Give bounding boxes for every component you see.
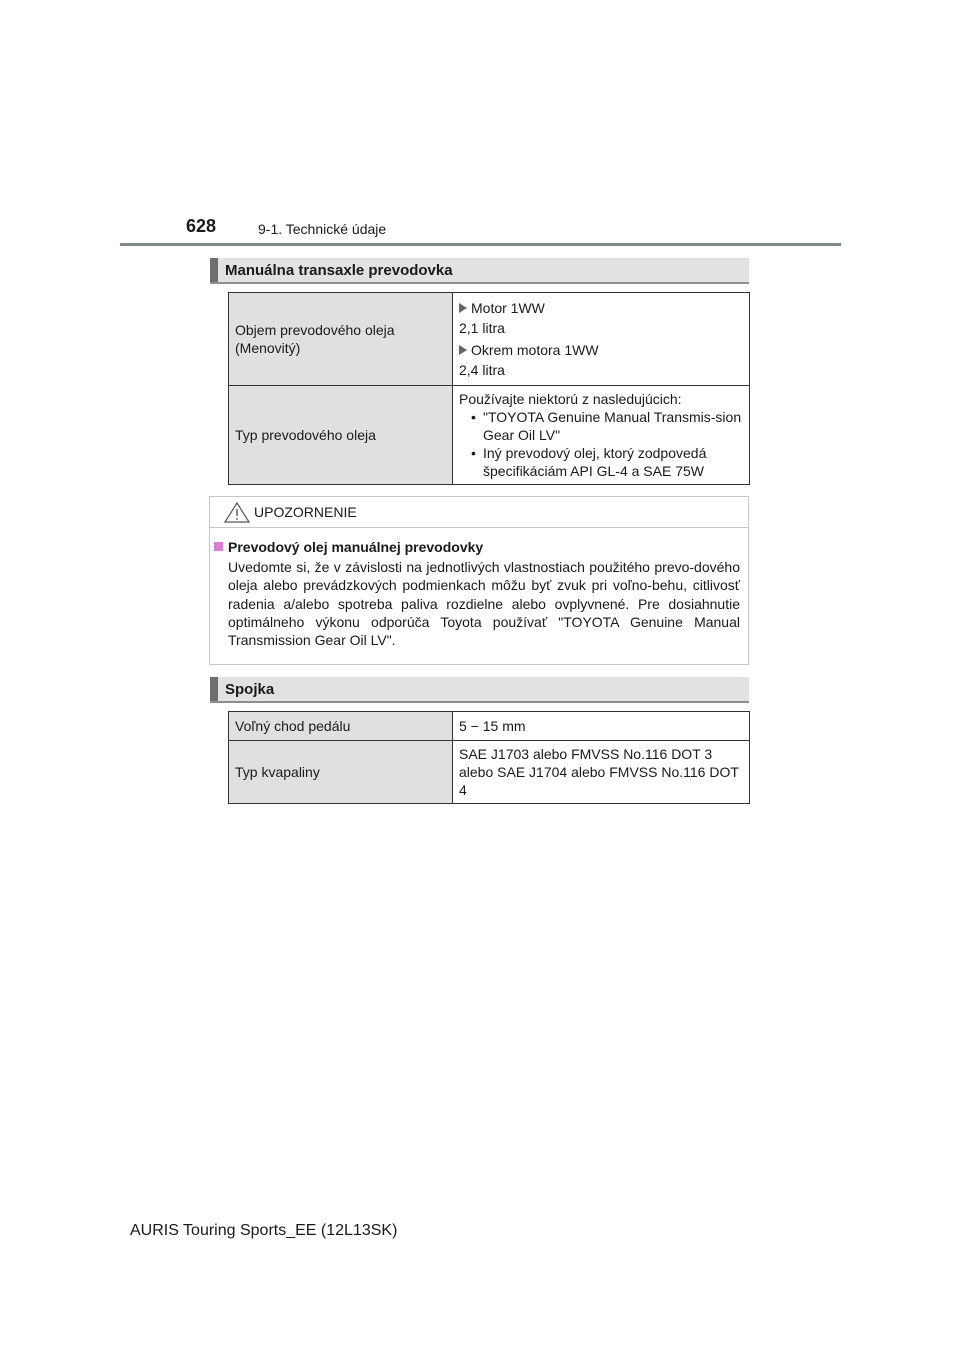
oil-type-intro: Používajte niektorú z nasledujúcich: [459,391,682,407]
clutch-spec-table [228,711,750,804]
fluid-type-label [229,741,453,804]
page-number: 628 [186,216,217,236]
heading-bar [210,258,218,282]
caution-label: UPOZORNENIE [254,504,357,520]
oil-type-label [229,386,453,485]
section-heading-clutch [210,677,749,703]
arrow-right-icon [459,345,467,355]
heading-bar [210,677,218,701]
header-rule [120,243,841,246]
variant-value: 2,4 litra [459,362,505,378]
fluid-type-label-text: Typ kvapaliny [235,764,320,780]
table-row [229,386,750,485]
square-bullet-icon [214,542,223,551]
fluid-type-value [453,741,750,804]
pedal-free-play-label [229,712,453,741]
footer-text: AURIS Touring Sports_EE (12L13SK) [130,1222,398,1239]
caution-title-text: Prevodový olej manuálnej prevodovky [228,539,484,555]
transaxle-spec-table [228,292,750,485]
table-row [229,741,750,804]
list-item: • "TOYOTA Genuine Manual Transmis-sion Gear Oil LV" [459,408,743,444]
variant-name: Okrem motora 1WW [471,342,599,358]
warning-triangle-icon [224,501,250,523]
caution-box [209,496,749,665]
caution-title [214,539,483,555]
section-heading-transaxle [210,258,749,284]
section-title: Manuálna transaxle prevodovka [225,262,453,279]
oil-type-value [453,386,750,485]
caution-header [210,497,748,528]
variant-name: Motor 1WW [471,300,545,316]
pedal-free-play-value-text: 5 − 15 mm [459,718,526,734]
list-item: • Iný prevodový olej, ktorý zodpovedá špecifikáciám API GL-4 a SAE 75W [459,444,743,480]
table-row [229,293,750,386]
pedal-free-play-label-text: Voľný chod pedálu [235,718,351,734]
oil-capacity-label-text: Objem prevodového oleja (Menovitý) [235,322,395,356]
oil-capacity-value [453,293,750,386]
caution-text: Uvedomte si, že v závislosti na jednotlivých vlastnostiach použitého prevo-dového oleja alebo prevádzkových podmienkach môžu byť zvuk pri voľno-behu, citlivosť radenia a/alebo spotreba paliva rozdielne alebo ovplyvnené. Pre dosiahnutie optimálneho výkonu odporúča Toyota používať "TOYOTA Genuine Manual Transmission Gear Oil LV". [228,559,740,649]
oil-capacity-label [229,293,453,386]
arrow-right-icon [459,303,467,313]
pedal-free-play-value [453,712,750,741]
fluid-type-value-text: SAE J1703 alebo FMVSS No.116 DOT 3 alebo SAE J1704 alebo FMVSS No.116 DOT 4 [459,746,739,798]
chapter-title: 9-1. Technické údaje [258,221,387,237]
variant-value: 2,1 litra [459,320,505,336]
table-row [229,712,750,741]
section-title: Spojka [225,681,275,698]
oil-type-list [459,408,743,480]
oil-type-label-text: Typ prevodového oleja [235,427,376,443]
